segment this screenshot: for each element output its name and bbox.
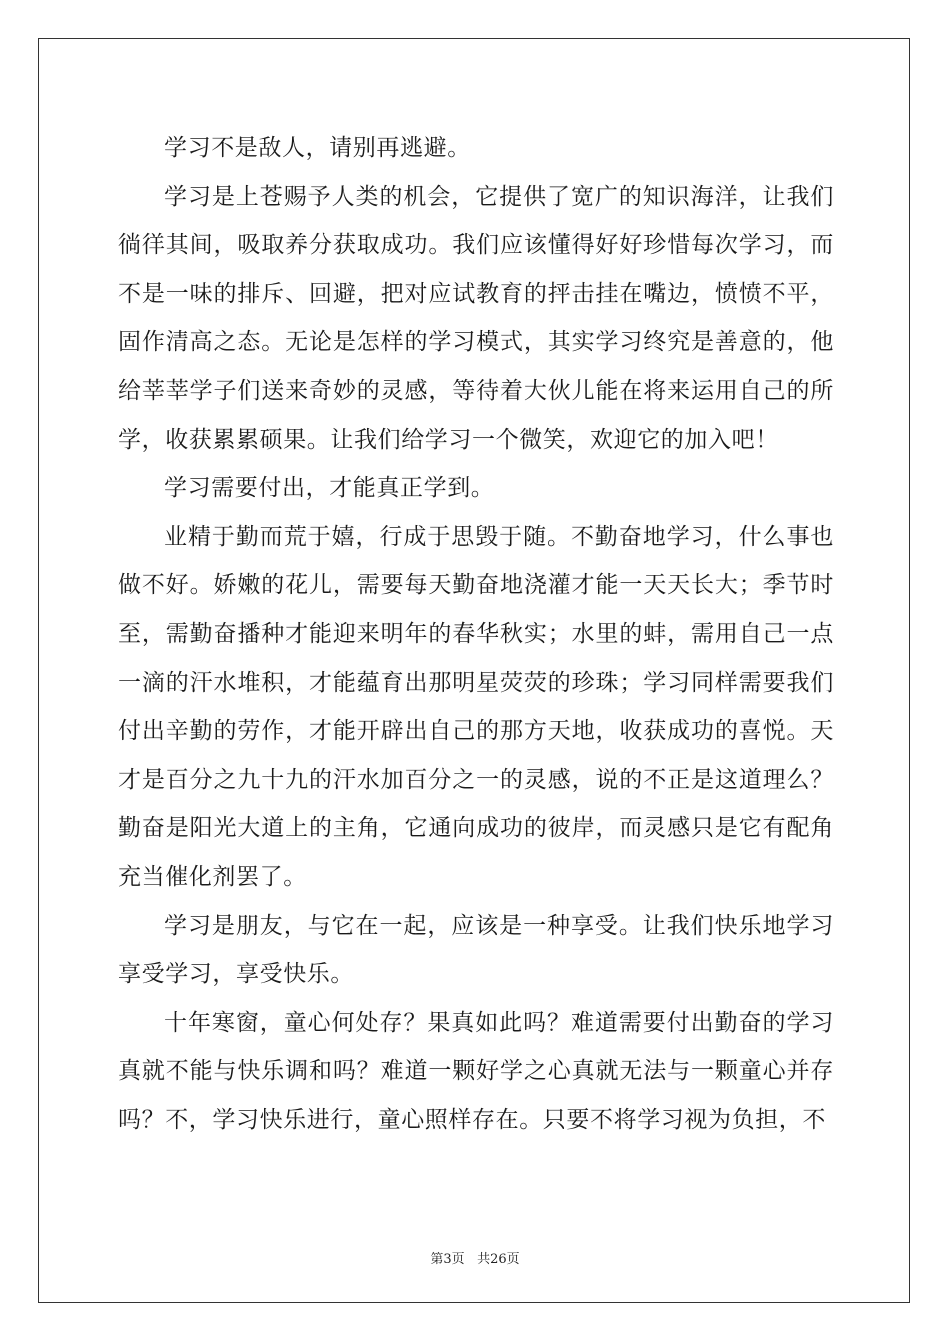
paragraph-2: 学习是上苍赐予人类的机会，它提供了宽广的知识海洋，让我们徜徉其间，吸取养分获取成功。我们应该懂得好好珍惜每次学习，而不是一味的排斥、回避，把对应试教育的抨击挂在嘴边，愤愤不平，固作清高之态。无论是怎样的学习模式，其实学习终究是善意的，他给莘莘学子们送来奇妙的灵感，等待着大伙儿能在将来运用自己的所学，收获累累硕果。让我们给学习一个微笑，欢迎它的加入吧！	[118, 183, 834, 453]
paragraph-3: 学习需要付出，才能真正学到。	[164, 475, 495, 502]
page-footer	[0, 1248, 950, 1267]
page-total: 共26页	[477, 1252, 520, 1267]
document-body	[118, 124, 834, 1144]
paragraph-6: 十年寒窗，童心何处存？果真如此吗？难道需要付出勤奋的学习真就不能与快乐调和吗？难道一颗好学之心真就无法与一颗童心并存吗？不，学习快乐进行，童心照样存在。只要不将学习视为负担，不	[118, 1009, 834, 1133]
paragraph-5: 学习是朋友，与它在一起，应该是一种享受。让我们快乐地学习享受学习，享受快乐。	[118, 912, 834, 988]
paragraph-1: 学习不是敌人，请别再逃避。	[164, 135, 471, 161]
page-number: 第3页	[430, 1252, 465, 1267]
paragraph-4: 业精于勤而荒于嬉，行成于思毁于随。不勤奋地学习，什么事也做不好。娇嫩的花儿，需要每天勤奋地浇灌才能一天天长大；季节时至，需勤奋播种才能迎来明年的春华秋实；水里的蚌，需用自己一点一滴的汗水堆积，才能蕴育出那明星荧荧的珍珠；学习同样需要我们付出辛勤的劳作，才能开辟出自己的那方天地，收获成功的喜悦。天才是百分之九十九的汗水加百分之一的灵感，说的不正是这道理么？勤奋是阳光大道上的主角，它通向成功的彼岸，而灵感只是它有配角充当催化剂罢了。	[118, 523, 834, 890]
